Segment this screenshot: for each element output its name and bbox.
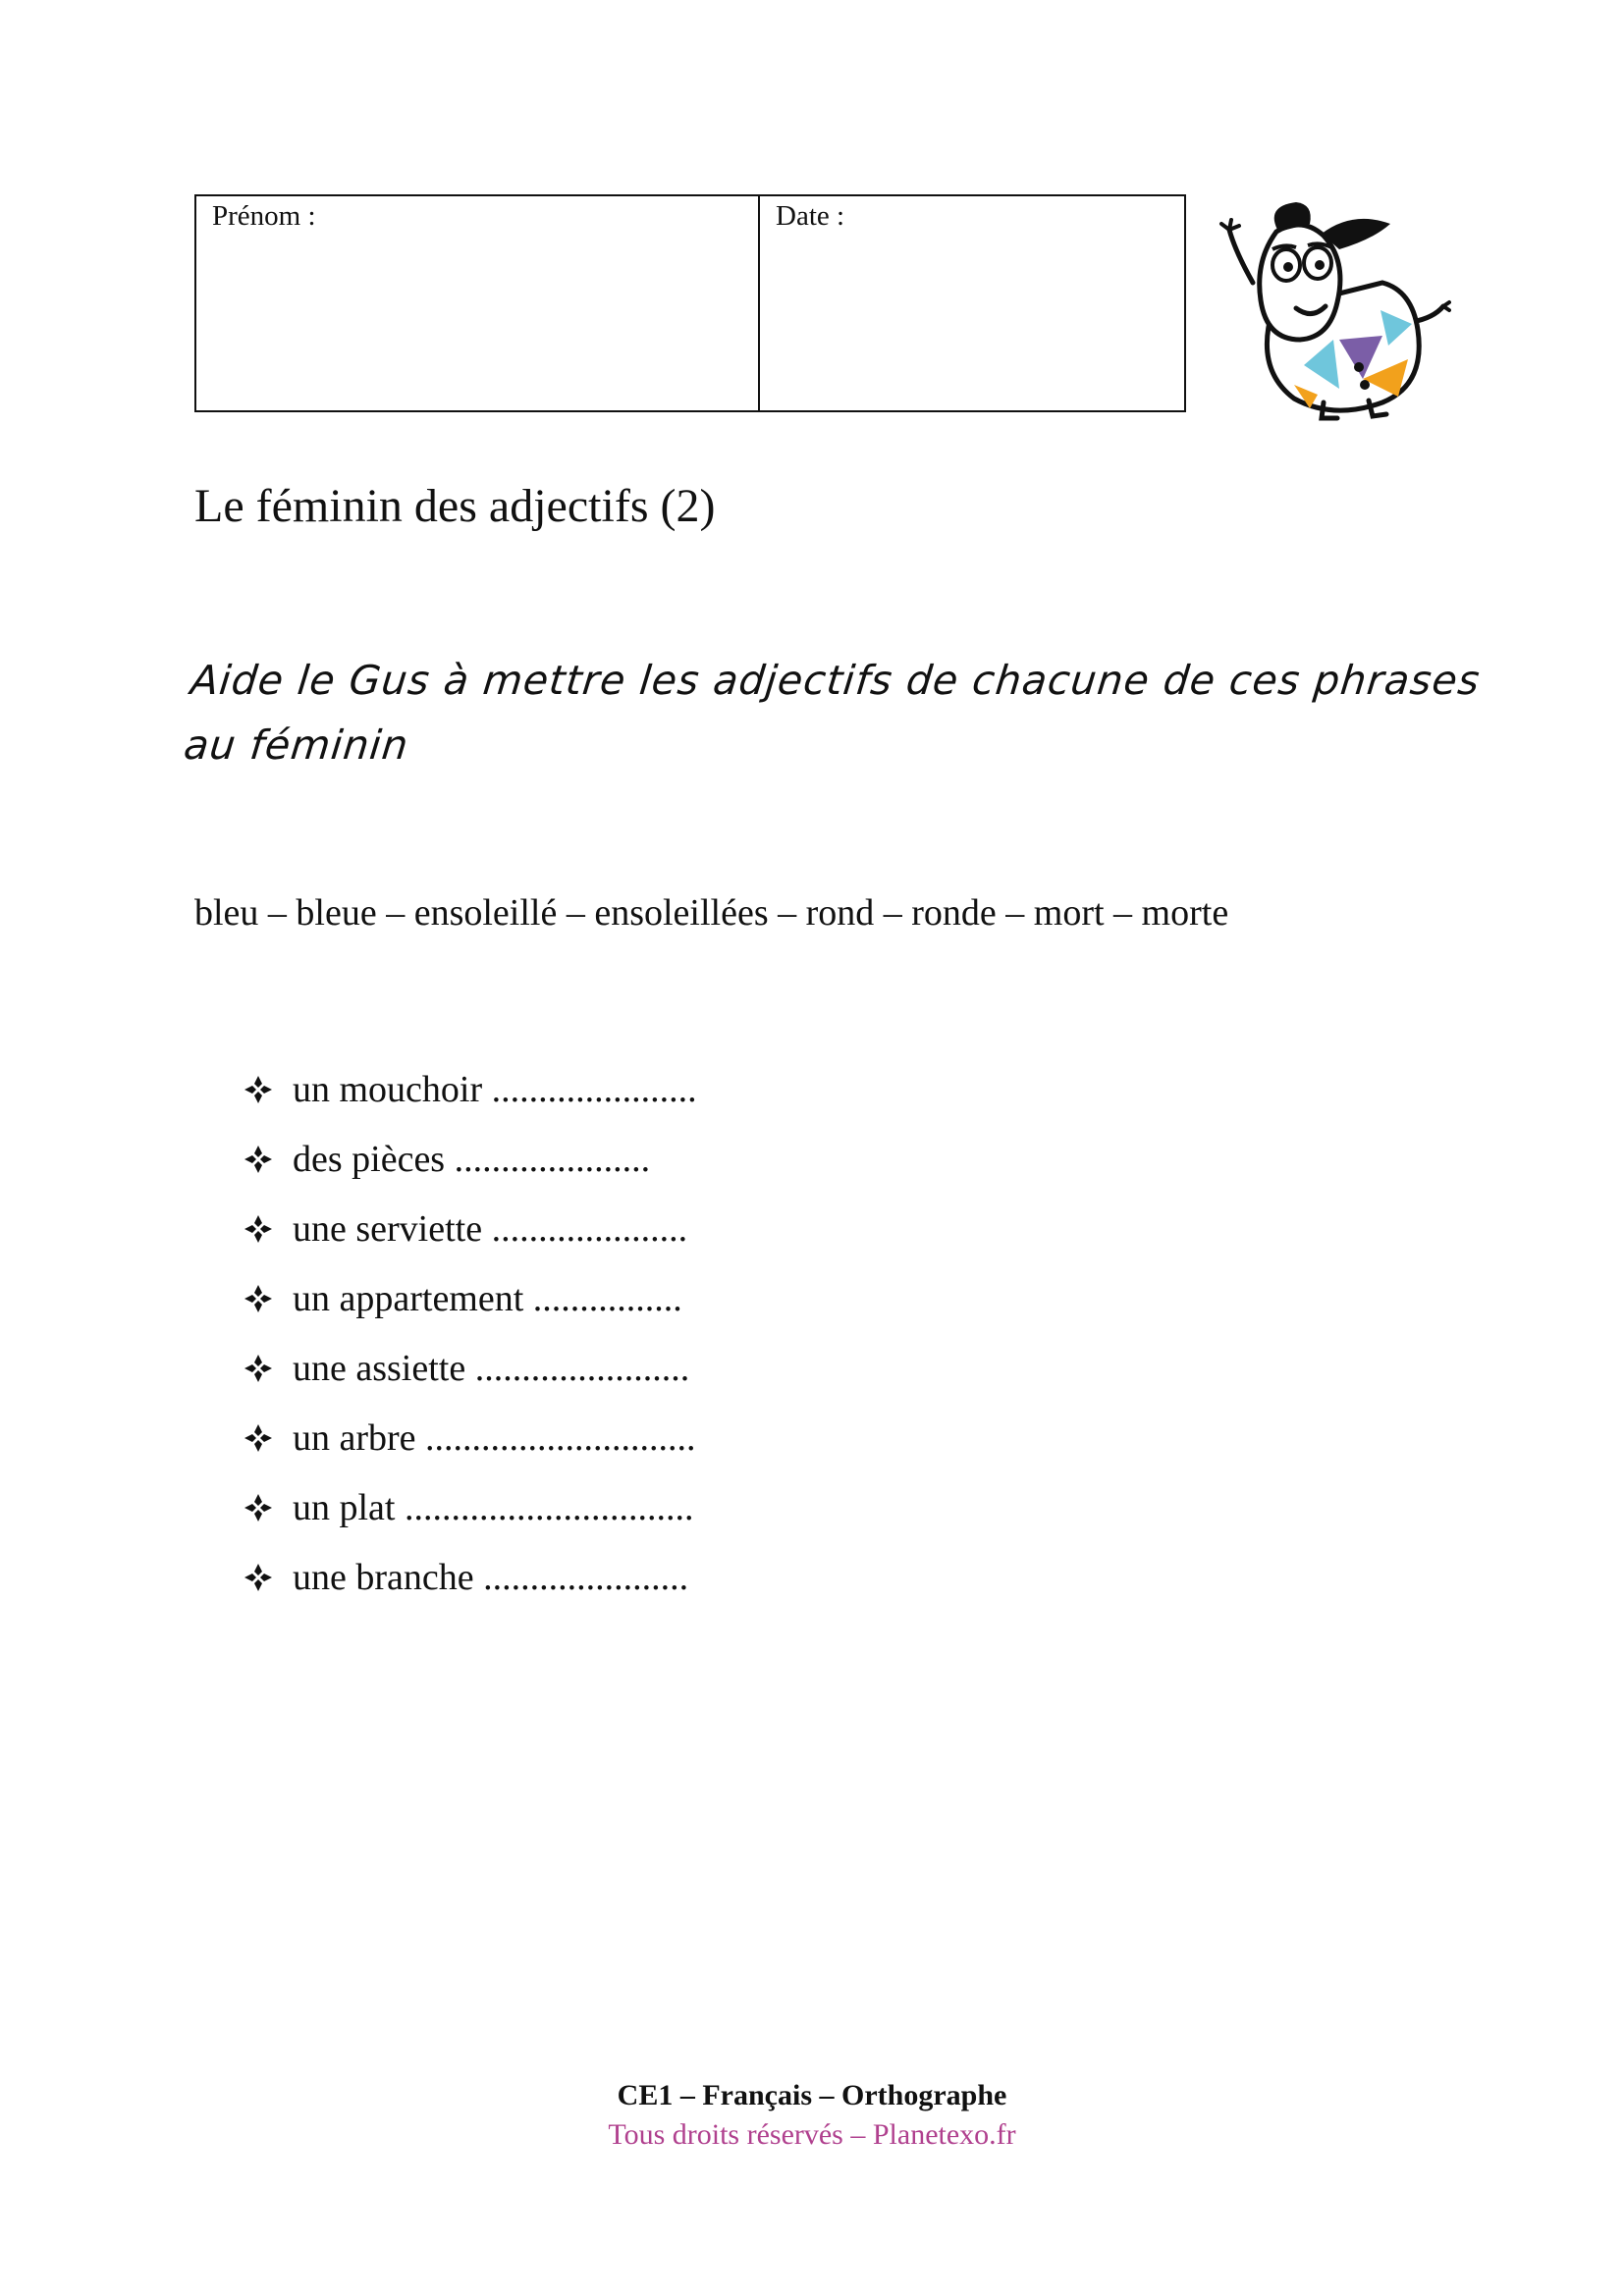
- prenom-field[interactable]: [196, 196, 760, 410]
- exercise-list: [244, 1054, 697, 1612]
- four-diamond-bullet-icon: [244, 1423, 273, 1453]
- four-diamond-bullet-icon: [244, 1214, 273, 1244]
- gus-mascot-icon: [1216, 192, 1451, 424]
- list-item[interactable]: [244, 1542, 697, 1612]
- four-diamond-bullet-icon: [244, 1284, 273, 1313]
- four-diamond-bullet-icon: [244, 1493, 273, 1522]
- list-item[interactable]: [244, 1194, 697, 1263]
- exercise-text: un appartement ................: [293, 1277, 682, 1319]
- list-item[interactable]: [244, 1054, 697, 1124]
- list-item[interactable]: [244, 1472, 697, 1542]
- word-bank: bleu – bleue – ensoleillé – ensoleillées – rond – ronde – mort – morte: [194, 892, 1229, 934]
- exercise-text: un plat ...............................: [293, 1486, 694, 1528]
- four-diamond-bullet-icon: [244, 1145, 273, 1174]
- name-date-box: [194, 194, 1186, 412]
- list-item[interactable]: [244, 1333, 697, 1403]
- footer-rights-link[interactable]: Tous droits réservés – Planetexo.fr: [608, 2118, 1016, 2151]
- exercise-text: un arbre .............................: [293, 1416, 696, 1459]
- date-label: Date :: [776, 200, 845, 232]
- exercise-text: une assiette .......................: [293, 1347, 690, 1389]
- exercise-text: un mouchoir ......................: [293, 1068, 697, 1110]
- footer-level: CE1 – Français – Orthographe: [617, 2079, 1007, 2111]
- four-diamond-bullet-icon: [244, 1075, 273, 1104]
- page-title: Le féminin des adjectifs (2): [194, 480, 716, 532]
- exercise-text: une serviette .....................: [293, 1207, 688, 1250]
- prenom-label: Prénom :: [212, 200, 316, 232]
- date-field[interactable]: [760, 196, 1184, 410]
- list-item[interactable]: [244, 1124, 697, 1194]
- list-item[interactable]: [244, 1403, 697, 1472]
- instruction-text: Aide le Gus à mettre les adjectifs de chacune de ces phrases au féminin: [182, 657, 1483, 769]
- four-diamond-bullet-icon: [244, 1354, 273, 1383]
- exercise-text: une branche ......................: [293, 1556, 689, 1598]
- list-item[interactable]: [244, 1263, 697, 1333]
- four-diamond-bullet-icon: [244, 1563, 273, 1592]
- exercise-text: des pièces .....................: [293, 1138, 651, 1180]
